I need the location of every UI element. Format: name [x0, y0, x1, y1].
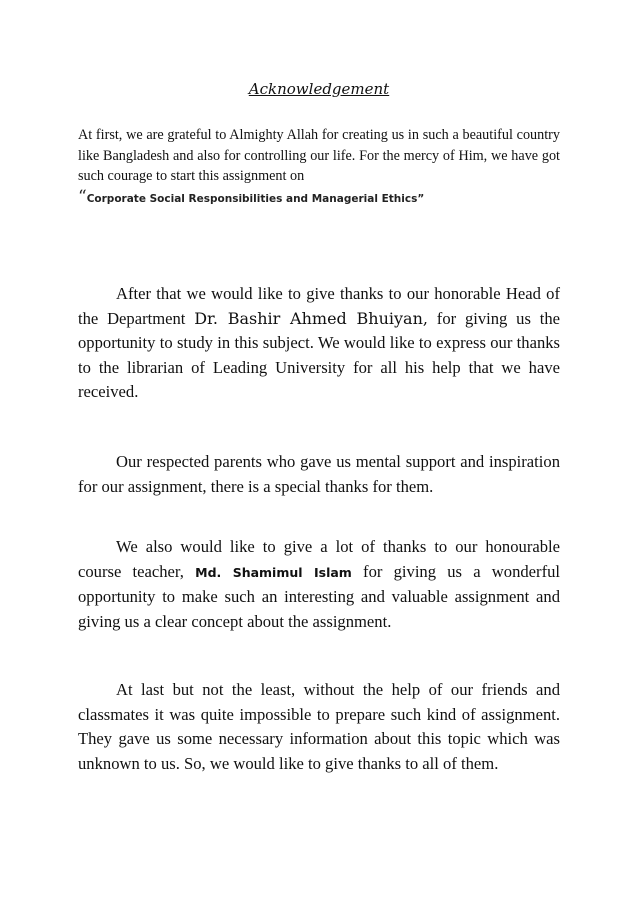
intro-text: At first, we are grateful to Almighty Allah for creating us in such a beautiful country like Bangladesh and also for controlling our life. For the mercy of Him, we have got such courage to start this assignment on	[78, 127, 560, 184]
teacher-text-1: We also would like to give a lot of thanks to our honourable course teacher,	[78, 537, 560, 581]
head-of-department-name: Dr. Bashir Ahmed Bhuiyan,	[194, 308, 428, 328]
course-teacher-name: Md. Shamimul Islam	[195, 564, 352, 580]
paragraph-parents	[78, 450, 560, 499]
parents-text: Our respected parents who gave us mental support and inspiration for our assignment, there is a special thanks for them.	[78, 452, 560, 496]
paragraph-friends	[78, 678, 560, 776]
paragraph-teacher	[78, 535, 560, 634]
department-text-2: for giving us the opportunity to study in this subject. We would like to express our thanks to the librarian of Leading University for all his help that we have received.	[78, 308, 560, 401]
friends-text: At last but not the least, without the help of our friends and classmates it was quite impossible to prepare such kind of assignment. They gave us some necessary information about this topic which was unknown to us. So, we would like to give thanks to all of them.	[78, 680, 560, 773]
paragraph-intro	[78, 125, 560, 209]
project-title	[78, 187, 560, 210]
department-text-1: After that we would like to give thanks to our honorable Head of the Department	[78, 284, 560, 328]
paragraph-department	[78, 282, 560, 405]
project-quote-open: “	[78, 186, 87, 207]
project-title-text: Corporate Social Responsibilities and Managerial Ethics”	[86, 192, 425, 205]
page-title: Acknowledgement	[248, 80, 390, 98]
teacher-text-2: for giving us a wonderful opportunity to make such an interesting and valuable assignment and giving us a clear concept about the assignment.	[78, 561, 561, 631]
